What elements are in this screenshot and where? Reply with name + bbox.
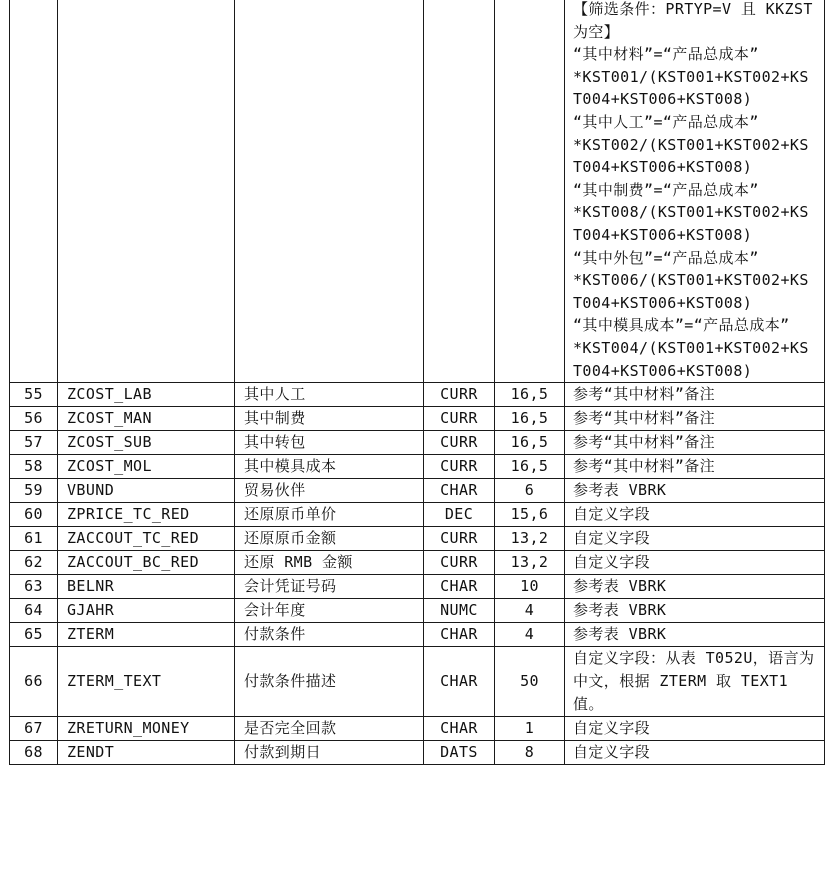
- cell-note-formula: [565, 0, 825, 383]
- cell-length: 8: [495, 741, 565, 765]
- table-row: [10, 647, 825, 717]
- note-line: “其中制费”=“产品总成本”: [573, 180, 759, 199]
- cell-note: 自定义字段: [565, 717, 825, 741]
- table-row: [10, 407, 825, 431]
- cell-field-name: ZPRICE_TC_RED: [58, 503, 235, 527]
- cell-length: 1: [495, 717, 565, 741]
- cell-description: 其中转包: [235, 431, 424, 455]
- cell-no: 64: [10, 599, 58, 623]
- table-row: [10, 479, 825, 503]
- cell-note: 参考表 VBRK: [565, 575, 825, 599]
- note-line: *KST002/(KST001+KST002+KST004+KST006+KST008): [573, 135, 809, 177]
- table-row: [10, 551, 825, 575]
- cell-no: 66: [10, 647, 58, 717]
- cell-no: 60: [10, 503, 58, 527]
- cell-note: 参考表 VBRK: [565, 599, 825, 623]
- cell-len-empty: [495, 0, 565, 383]
- cell-length: 15,6: [495, 503, 565, 527]
- cell-description: 会计年度: [235, 599, 424, 623]
- table-row: [10, 575, 825, 599]
- cell-type-empty: [424, 0, 495, 383]
- cell-data-type: CHAR: [424, 717, 495, 741]
- cell-description: 会计凭证号码: [235, 575, 424, 599]
- cell-no: 57: [10, 431, 58, 455]
- cell-field-name: ZCOST_LAB: [58, 383, 235, 407]
- cell-data-type: CURR: [424, 407, 495, 431]
- cell-no-empty: [10, 0, 58, 383]
- cell-length: 4: [495, 623, 565, 647]
- cell-field-name: ZTERM_TEXT: [58, 647, 235, 717]
- cell-no: 59: [10, 479, 58, 503]
- note-line: “其中模具成本”=“产品总成本”: [573, 316, 790, 335]
- cell-data-type: CURR: [424, 383, 495, 407]
- note-line: *KST008/(KST001+KST002+KST004+KST006+KST008): [573, 203, 809, 244]
- cell-no: 61: [10, 527, 58, 551]
- cell-data-type: CURR: [424, 551, 495, 575]
- table-row: [10, 623, 825, 647]
- table-row: [10, 717, 825, 741]
- table-row: [10, 741, 825, 765]
- cell-description: 其中人工: [235, 383, 424, 407]
- cell-note: 参考“其中材料”备注: [565, 407, 825, 431]
- cell-data-type: CURR: [424, 527, 495, 551]
- note-line: *KST006/(KST001+KST002+KST004+KST006+KST008): [573, 271, 809, 312]
- note-line: *KST004/(KST001+KST002+KST004+KST006+KST008): [573, 338, 809, 380]
- cell-field-name: ZENDT: [58, 741, 235, 765]
- cell-field-name: ZRETURN_MONEY: [58, 717, 235, 741]
- cell-field-name: ZCOST_MOL: [58, 455, 235, 479]
- cell-description: 还原原币金额: [235, 527, 424, 551]
- cell-description: 贸易伙伴: [235, 479, 424, 503]
- table-row: [10, 431, 825, 455]
- cell-length: 13,2: [495, 527, 565, 551]
- cell-data-type: CHAR: [424, 575, 495, 599]
- cell-note: 参考表 VBRK: [565, 479, 825, 503]
- cell-length: 10: [495, 575, 565, 599]
- cell-no: 62: [10, 551, 58, 575]
- cell-data-type: CHAR: [424, 623, 495, 647]
- cell-data-type: CHAR: [424, 647, 495, 717]
- cell-no: 56: [10, 407, 58, 431]
- table-row-continued: [10, 0, 825, 383]
- cell-field-name: ZTERM: [58, 623, 235, 647]
- cell-no: 55: [10, 383, 58, 407]
- cell-note: 参考“其中材料”备注: [565, 455, 825, 479]
- field-spec-table-body: [10, 0, 825, 765]
- cell-field-name: ZCOST_MAN: [58, 407, 235, 431]
- cell-desc-empty: [235, 0, 424, 383]
- note-line: “其中材料”=“产品总成本”: [573, 45, 759, 64]
- cell-length: 16,5: [495, 407, 565, 431]
- cell-field-name: BELNR: [58, 575, 235, 599]
- cell-field-name: ZACCOUT_BC_RED: [58, 551, 235, 575]
- cell-field-name: VBUND: [58, 479, 235, 503]
- cell-description: 还原原币单价: [235, 503, 424, 527]
- cell-field-empty: [58, 0, 235, 383]
- table-row: [10, 503, 825, 527]
- cell-length: 13,2: [495, 551, 565, 575]
- cell-field-name: ZACCOUT_TC_RED: [58, 527, 235, 551]
- cell-description: 还原 RMB 金额: [235, 551, 424, 575]
- cell-length: 4: [495, 599, 565, 623]
- cell-description: 付款到期日: [235, 741, 424, 765]
- cell-note: 自定义字段：从表 T052U，语言为中文，根据 ZTERM 取 TEXT1 值。: [565, 647, 825, 717]
- cell-no: 68: [10, 741, 58, 765]
- cell-description: 付款条件: [235, 623, 424, 647]
- table-row: [10, 527, 825, 551]
- cell-note: 参考“其中材料”备注: [565, 383, 825, 407]
- table-row: [10, 383, 825, 407]
- cell-no: 67: [10, 717, 58, 741]
- cell-length: 50: [495, 647, 565, 717]
- cell-data-type: CHAR: [424, 479, 495, 503]
- cell-field-name: GJAHR: [58, 599, 235, 623]
- field-spec-table: [9, 0, 825, 765]
- cell-note: 参考表 VBRK: [565, 623, 825, 647]
- cell-description: 付款条件描述: [235, 647, 424, 717]
- cell-field-name: ZCOST_SUB: [58, 431, 235, 455]
- cell-note: 自定义字段: [565, 551, 825, 575]
- note-line: 【筛选条件：PRTYP=V 且 KKZST 为空】: [573, 0, 813, 41]
- table-row: [10, 599, 825, 623]
- cell-note: 参考“其中材料”备注: [565, 431, 825, 455]
- note-line: “其中外包”=“产品总成本”: [573, 248, 759, 267]
- cell-data-type: DEC: [424, 503, 495, 527]
- cell-data-type: NUMC: [424, 599, 495, 623]
- cell-note: 自定义字段: [565, 741, 825, 765]
- cell-data-type: CURR: [424, 431, 495, 455]
- cell-data-type: DATS: [424, 741, 495, 765]
- cell-length: 16,5: [495, 383, 565, 407]
- table-row: [10, 455, 825, 479]
- cell-no: 63: [10, 575, 58, 599]
- cell-note: 自定义字段: [565, 503, 825, 527]
- cell-data-type: CURR: [424, 455, 495, 479]
- cell-description: 是否完全回款: [235, 717, 424, 741]
- cell-description: 其中模具成本: [235, 455, 424, 479]
- note-line: “其中人工”=“产品总成本”: [573, 112, 759, 131]
- cell-no: 65: [10, 623, 58, 647]
- cell-note: 自定义字段: [565, 527, 825, 551]
- cell-length: 16,5: [495, 431, 565, 455]
- cell-no: 58: [10, 455, 58, 479]
- cell-length: 6: [495, 479, 565, 503]
- cell-length: 16,5: [495, 455, 565, 479]
- note-line: *KST001/(KST001+KST002+KST004+KST006+KST008): [573, 67, 809, 109]
- cell-description: 其中制费: [235, 407, 424, 431]
